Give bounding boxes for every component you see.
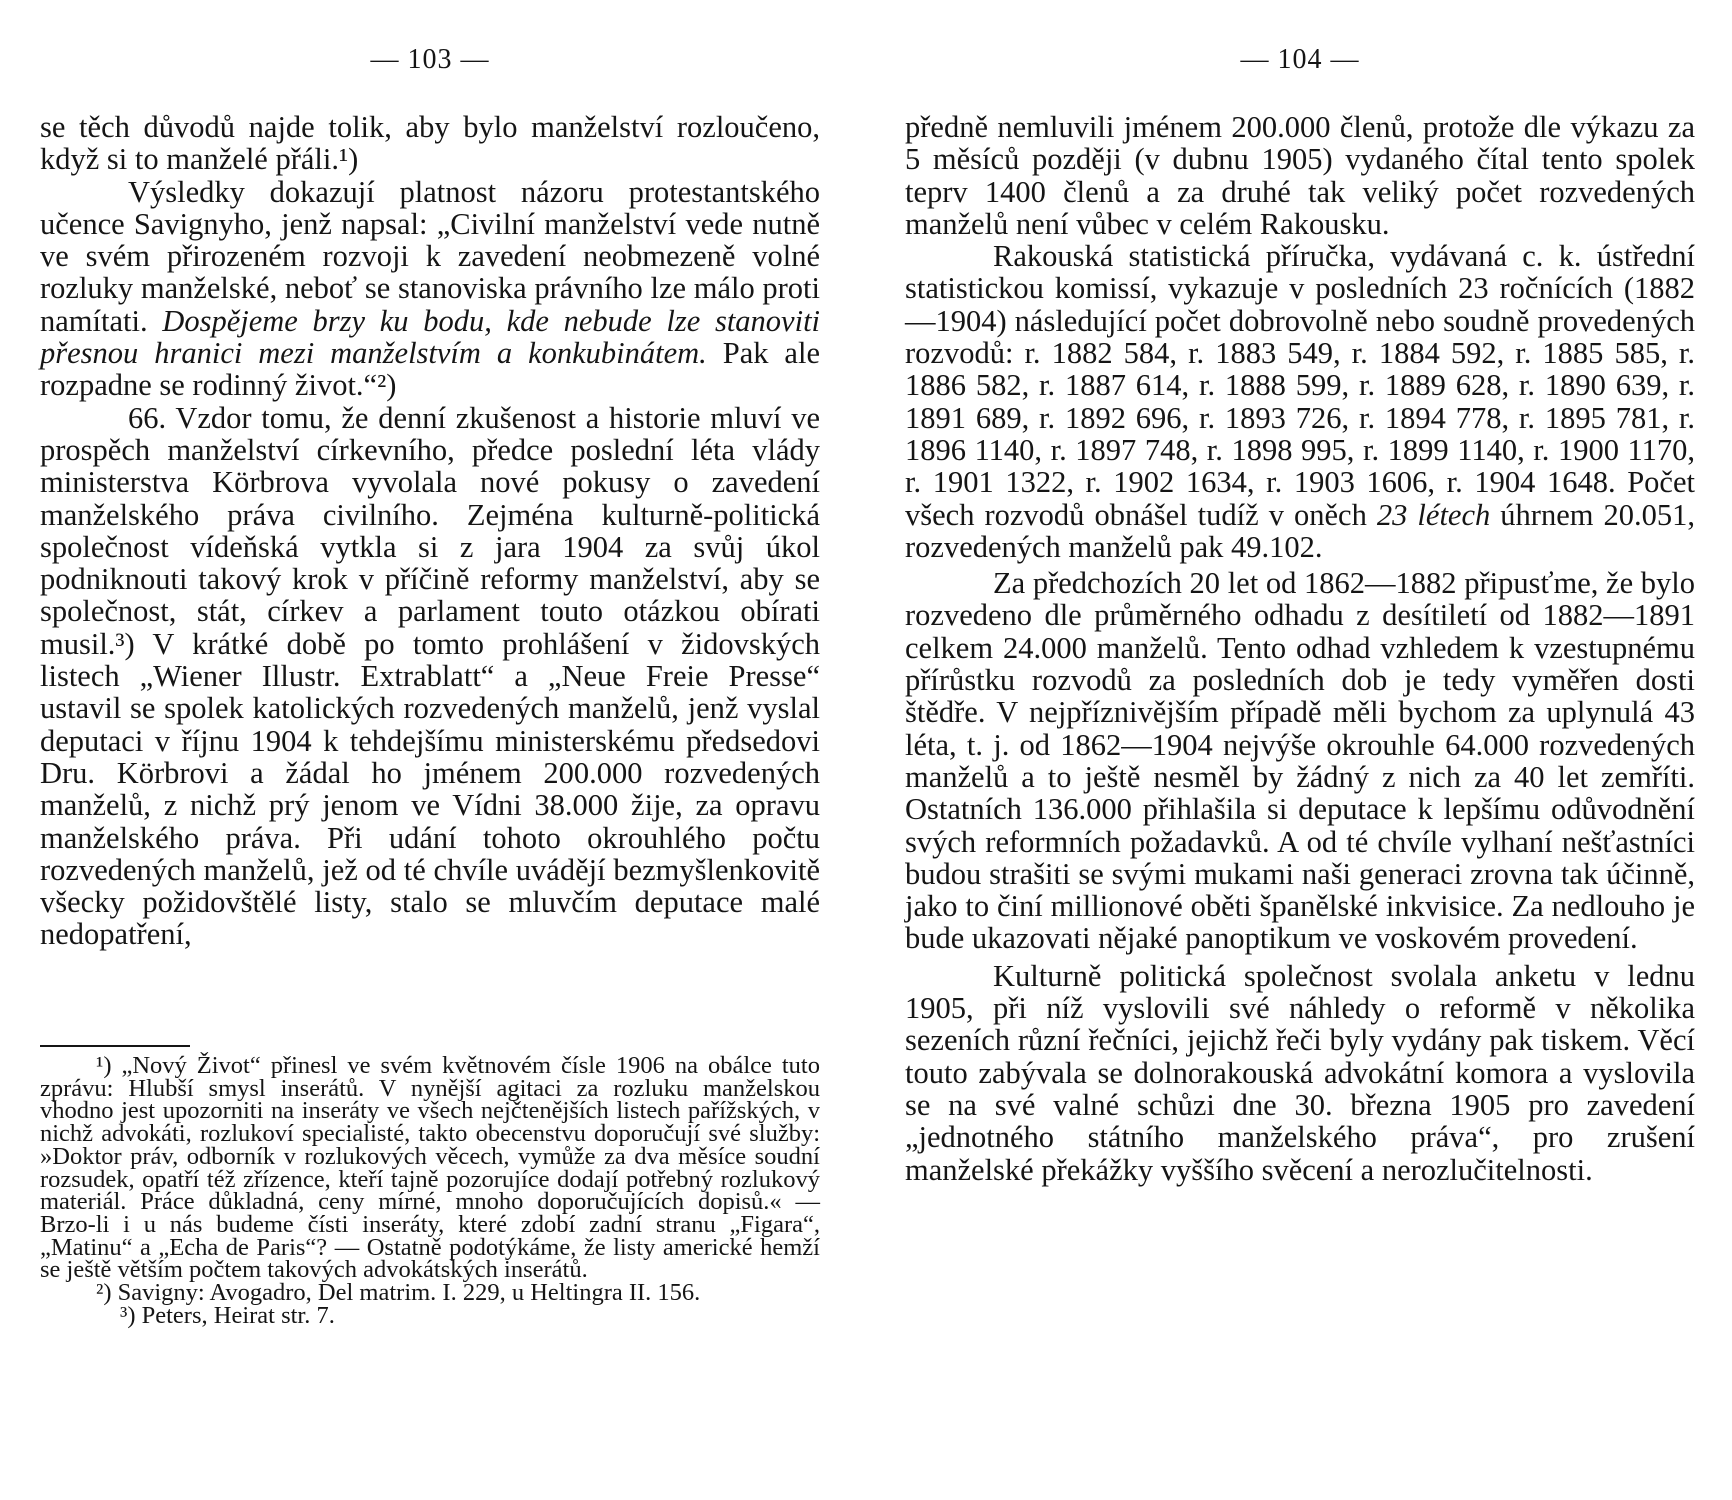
body-text <box>40 111 820 951</box>
paragraph: se těch důvodů najde tolik, aby bylo manželství rozloučeno, když si to manželé přáli.¹) <box>40 110 820 177</box>
page-number: — 104 — <box>1240 44 1360 75</box>
footnote: ¹) „Nový Život“ přinesl ve svém květnovém čísle 1906 na obálce tuto zprávu: Hlubší smysl inserátů. V nynější agitaci za rozluku manželskou vhodno jest upozorniti na inseráty ve všech nejčtenějších listech pařížských, v nichž advokáti, rozlukoví specialisté, takto obecenstvu doporučují své služby: »Doktor práv, odborník v rozlukových věcech, vymůže za dva měsíce soudní rozsudek, opatří též zřízence, kteří tajně pozorujíce dodají potřebný rozlukový materiál. Práce důkladná, ceny mírné, mnoho doporučujících dopisů.« — Brzo-li i u nás budeme čísti inseráty, které zdobí zadní stranu „Figara“, „Matinu“ a „Echa de Paris“? — Ostatně podotýkáme, že listy americké hemží se ještě větším počtem takových advokátských inserátů. <box>40 1052 820 1284</box>
paragraph: 66. Vzdor tomu, že denní zkušenost a historie mluví ve prospěch manželství církevního, předce poslední léta vlády ministerstva Körbrova vyvolala nové pokusy o zavedení manželského práva civilního. Zejména kulturně-politická společnost vídeňská vytkla si z jara 1904 za svůj úkol podniknouti takový krok v příčině reformy manželství, aby se společnost, stát, církev a parlament touto otázkou obírati musil.³) V krátké době po tomto prohlášení v židovských listech „Wiener Illustr. Extrablatt“ a „Neue Freie Presse“ ustavil se spolek katolických rozvedených manželů, jenž vyslal deputaci v říjnu 1904 k tehdejšímu ministerskému předsedovi Dru. Körbrovi a žádal ho jménem 200.000 rozvedených manželů, z nichž prý jenom ve Vídni 38.000 žije, za opravu manželského práva. Při udání tohoto okrouhlého počtu rozvedených manželů, jež od té chvíle uvádějí bezmyšlenkovitě všecky požidovštělé listy, stalo se mluvčím deputace malé nedopatření, <box>40 400 820 952</box>
body-text <box>905 111 1695 1186</box>
right-page <box>905 0 1695 1500</box>
footnote-rule <box>40 1045 190 1047</box>
paragraph: Kulturně politická společnost svolala anketu v lednu 1905, při níž vyslovili své náhledy o reformě v několika sezeních různí řečníci, jejichž řeči byly vydány pak tiskem. Věcí touto zabývala se dolnorakouská advokátní komora a vyslovila se na své valné schůzi dne 30. března 1905 pro zavedení „jednotného státního manželského práva“, pro zrušení manželské překážky vyššího svěcení a nerozlučitelnosti. <box>905 958 1695 1187</box>
paragraph: Rakouská statistická příručka, vydávaná c. k. ústřední statistickou komissí, vykazuje v posledních 23 ročnících (1882—1904) následující počet dobrovolně nebo soudně provedených rozvodů: r. 1882 584, r. 1883 549, r. 1884 592, r. 1885 585, r. 1886 582, r. 1887 614, r. 1888 599, r. 1889 628, r. 1890 639, r. 1891 689, r. 1892 696, r. 1893 726, r. 1894 778, r. 1895 781, r. 1896 1140, r. 1897 748, r. 1898 995, r. 1899 1140, r. 1900 1170, r. 1901 1322, r. 1902 1634, r. 1903 1606, r. 1904 1648. Počet všech rozvodů obnášel tudíž v oněch 23 létech úhrnem 20.051, rozvedených manželů pak 49.102. <box>905 239 1696 564</box>
footnote: ²) Savigny: Avogadro, Del matrim. I. 229, u Heltingra II. 156. <box>96 1279 701 1307</box>
paragraph: Za předchozích 20 let od 1862—1882 připusťme, že bylo rozvedeno dle průměrného odhadu z desítiletí od 1882—1891 celkem 24.000 manželů. Tento odhad vzhledem k vzestupnému přírůstku rozvodů za posledních dob je tedy vyměřen dosti štědře. V nejpříznivějším případě měli bychom za uplynulá 43 léta, t. j. od 1862—1904 nejvýše okrouhle 64.000 rozvedených manželů a to ještě nesměl by žádný z nich za 40 let zemříti. Ostatních 136.000 přihlašila si deputace k lepšímu odůvodnění svých reformních požadavků. A od té chvíle vylhaní nešťastníci budou strašiti se svými mukami naši generaci zrovna tak účinně, jako to činí millionové oběti španělské inkvisice. Za nedlouho je bude ukazovati nějaké panoptikum ve voskovém provedení. <box>905 566 1695 956</box>
paragraph: Výsledky dokazují platnost názoru protestantského učence Savignyho, jenž napsal: „Civilní manželství vede nutně ve svém přirozeném rozvoji k zavedení neobmezeně volné rozluky manželské, neboť se stanoviska právního lze málo proti namítati. Dospějeme brzy ku bodu, kde nebude lze stanoviti přesnou hranici mezi manželstvím a konkubinátem. Pak ale rozpadne se rodinný život.“²) <box>40 174 821 403</box>
footnotes <box>40 1052 820 1329</box>
left-page <box>40 0 820 1500</box>
footnote: ³) Peters, Heirat str. 7. <box>120 1301 335 1329</box>
paragraph: předně nemluvili jménem 200.000 členů, protože dle výkazu za 5 měsíců později (v dubnu 1905) vydaného čítal tento spolek teprv 1400 členů a za druhé tak veliký počet rozvedených manželů není vůbec v celém Rakousku. <box>905 110 1695 241</box>
page-number: — 103 — <box>370 44 490 75</box>
